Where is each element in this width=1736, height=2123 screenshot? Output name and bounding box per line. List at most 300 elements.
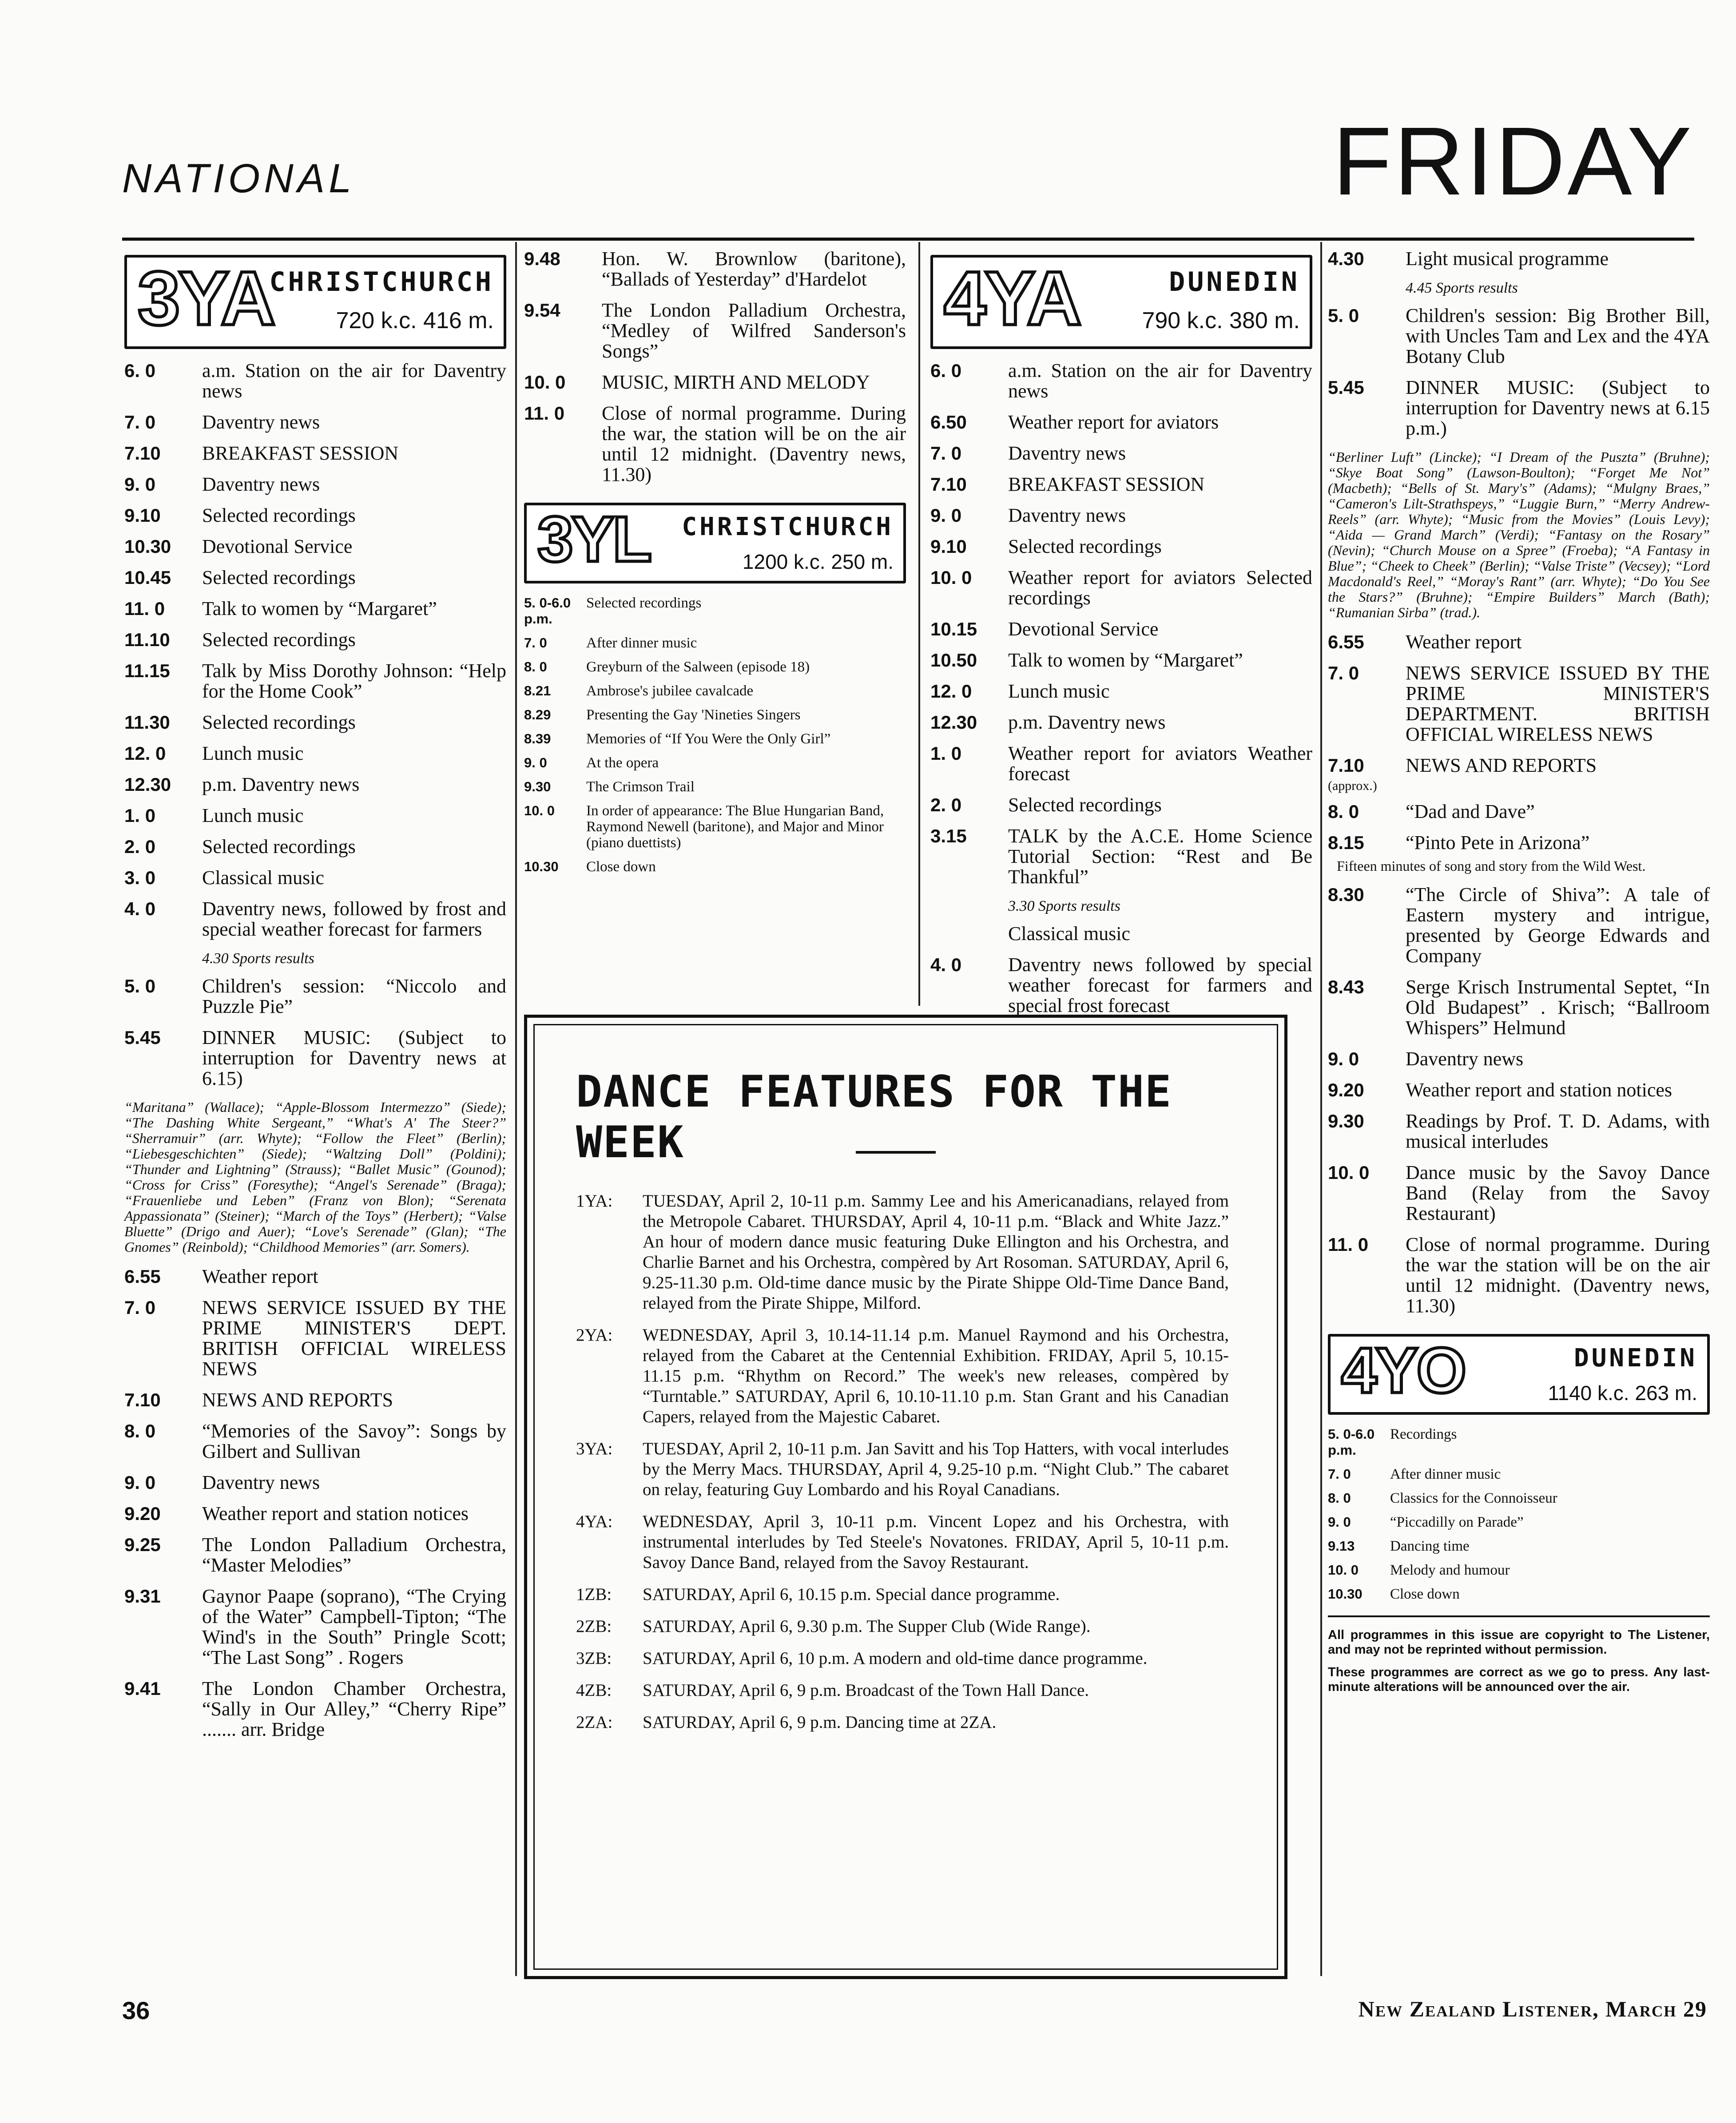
schedule-entry: Classical music [1008, 923, 1130, 944]
entry-description: In order of appearance: The Blue Hungarian Band, Raymond Newell (baritone), and Major and Minor (piano duettists) [586, 803, 884, 851]
column-4ya [930, 249, 1312, 1027]
entry-description: Daventry news [1406, 1048, 1524, 1070]
correction-notice: These programmes are correct as we go to press. Any last-minute alterations will be announced over the air. [1328, 1665, 1710, 1694]
entry-time: 12.30 [124, 774, 171, 795]
entry-time: 7. 0 [124, 412, 156, 433]
schedule-entry [124, 1535, 506, 1575]
entry-time: 10. 0 [524, 803, 555, 818]
dinner-music-list: “Berliner Luft” (Lincke); “I Dream of the Puszta” (Bruhne); “Skye Boat Song” (Lawson-Boulton); “Forget Me Not” (Macbeth); “Bells of St. Mary's” (Adams); “Mulgny Braes,” “Cameron's Lilt-Strathspeys,” “Luggie Burn,” “Merry Andrew-Reels” (arr. Whyte); “Music from the Movies” (Louis Levy); “Aida — Grand March” (Verdi); “Fantasy on the Rosary” (Nevin); “Church Mouse on a Spree” (Froeba); “A Fantasy in Blue”; “Cheek to Cheek” (Berlin); “Valse Triste” (Vecsey); “Lord Macdonald's Reel,” “Moray's Rant” (arr. Whyte); “Do You See the Stars?” (Bruhne); “Empire Builders” March (Bath); “Rumanian Sirba” (trad.). [1328, 449, 1710, 620]
entry-description: TALK by the A.C.E. Home Science Tutorial Section: “Rest and Be Thankful” [1008, 825, 1312, 888]
station-code: 3YA: [576, 1439, 613, 1458]
schedule-entry [930, 619, 1312, 639]
schedule-entry [124, 868, 506, 888]
entry-description: Daventry news [1008, 442, 1126, 464]
station-box-4yo [1328, 1334, 1710, 1415]
dance-features-list [576, 1191, 1229, 1744]
title-underline [856, 1151, 936, 1154]
entry-description: Weather report for aviators [1008, 411, 1219, 433]
entry-time: 7. 0 [524, 635, 547, 651]
entry-description: The London Palladium Orchestra, “Master Melodies” [202, 1534, 506, 1576]
entry-time: 7.10 [1328, 755, 1364, 776]
entry-description: MUSIC, MIRTH AND MELODY [602, 371, 870, 393]
column-4ya-continued [1328, 249, 1710, 1694]
entry-time: 6.55 [124, 1266, 161, 1287]
schedule-entry [524, 372, 906, 393]
sports-note: 4.30 Sports results [202, 950, 314, 967]
schedule-entry [124, 1028, 506, 1089]
entry-time: 3.15 [930, 825, 967, 846]
dance-feature-description: TUESDAY, April 2, 10-11 p.m. Sammy Lee and his Americanadians, relayed from the Metropole Cabaret. THURSDAY, April 4, 10-11 p.m. “Black and White Jazz.” An hour of modern dance music featuring Duke Ellington and his Orchestra, and Charlie Barnet and his Orchestra, compèred by Art Rosoman. SATURDAY, April 6, 9.25-11.30 p.m. Old-time dance music by the Pirate Shippe Old-Time Dance Band, relayed from the Pirate Shippe, Milford. [643, 1191, 1229, 1313]
entry-time: 10.30 [1328, 1586, 1363, 1602]
entry-time: 10.50 [930, 650, 977, 671]
schedule-entry [124, 1421, 506, 1462]
dinner-music-list: “Maritana” (Wallace); “Apple-Blossom Intermezzo” (Siede); “The Dashing White Sergeant,” “What's A' The Steer?” “Sherramuir” (arr. Whyte); “Follow the Fleet” (Berlin); “Liebesgeschichten” (Siede); “Waltzing Doll” (Poldini); “Thunder and Lightning” (Strauss); “Ballet Music” (Gounod); “Cross for Criss” (Foresythe); “Angel's Serenade” (Braga); “Frauenliebe und Leben” (Franz von Blon); “Serenata Appassionata” (Steiner); “March of the Toys” (Herbert); “Valse Bluette” (Drigo and Auer); “Love's Serenade” (Glan); “The Gnomes” (Reinbold); “Childhood Memories” (arr. Somers). [124, 1099, 506, 1255]
entry-description: NEWS SERVICE ISSUED BY THE PRIME MINISTER'S DEPARTMENT. BRITISH OFFICIAL WIRELESS NEWS [1406, 662, 1710, 745]
schedule-entry [124, 443, 506, 464]
masthead: New Zealand Listener, March 29 [1358, 1996, 1707, 2021]
schedule-entry [930, 474, 1312, 495]
schedule-entry [124, 1266, 506, 1287]
schedule-entry [124, 743, 506, 764]
station-city: CHRISTCHURCH [269, 266, 494, 298]
entry-description: After dinner music [586, 635, 697, 651]
schedule-entry [1328, 377, 1710, 439]
schedule-entry [1328, 802, 1710, 822]
entry-description: Lunch music [202, 805, 304, 826]
schedule-entry [124, 1390, 506, 1410]
schedule-entry [930, 567, 1312, 608]
schedule-entry [930, 743, 1312, 784]
schedule-entry [930, 681, 1312, 702]
entry-time: 7.10 [930, 474, 967, 495]
station-code: 1YA: [576, 1191, 613, 1210]
schedule-entry [930, 412, 1312, 433]
entry-description: Daventry news [202, 411, 320, 433]
entry-description: “Memories of the Savoy”: Songs by Gilbert and Sullivan [202, 1420, 506, 1462]
dance-feature-description: SATURDAY, April 6, 10 p.m. A modern and old-time dance programme. [643, 1649, 1148, 1668]
entry-time: 8.21 [524, 683, 551, 698]
entry-time: 8.30 [1328, 884, 1364, 905]
dance-feature-item [576, 1512, 1229, 1573]
dance-feature-item [576, 1680, 1229, 1701]
dance-feature-description: SATURDAY, April 6, 9 p.m. Broadcast of the Town Hall Dance. [643, 1681, 1089, 1700]
entry-description: Light musical programme [1406, 248, 1609, 270]
station-call-sign: 4YO [1341, 1334, 1465, 1406]
entry-time: 8.15 [1328, 832, 1364, 853]
schedule-entry [124, 1586, 506, 1668]
dance-feature-item [576, 1325, 1229, 1427]
entry-time: 1. 0 [124, 805, 156, 826]
schedule-entry [124, 712, 506, 733]
schedule-entry [1328, 977, 1710, 1038]
schedule-entry [524, 249, 906, 290]
entry-description: DINNER MUSIC: (Subject to interruption for Daventry news at 6.15 p.m.) [1406, 377, 1710, 439]
entry-description: Lunch music [1008, 680, 1110, 702]
dance-feature-description: WEDNESDAY, April 3, 10-11 p.m. Vincent Lopez and his Orchestra, with instrumental interludes by Ted Steele's Novatones. FRIDAY, April 5, 10-11 p.m. Savoy Dance Band, relayed from the Savoy Restaurant. [643, 1512, 1229, 1572]
section-heading: NATIONAL [122, 156, 356, 201]
entry-description: Devotional Service [202, 536, 353, 557]
entry-description: Recordings [1390, 1426, 1457, 1442]
entry-description: Selected recordings [202, 504, 356, 526]
station-box-4ya [930, 255, 1312, 349]
entry-time: 9.10 [930, 536, 967, 557]
entry-description: Selected recordings [202, 836, 356, 857]
sports-note: 4.45 Sports results [1406, 280, 1518, 296]
schedule-entry [124, 661, 506, 702]
entry-description: Selected recordings [1008, 536, 1162, 557]
column-3ya [124, 249, 506, 1750]
entry-description: Weather report for aviators Weather forecast [1008, 742, 1312, 785]
schedule-entry-small [524, 803, 906, 851]
station-call-sign: 3YA [138, 256, 274, 341]
entry-description: Weather report for aviators Selected recordings [1008, 567, 1312, 609]
entry-time: 4.30 [1328, 248, 1364, 269]
entry-description: The London Chamber Orchestra, “Sally in Our Alley,” “Cherry Ripe” ....... arr. Bridge [202, 1678, 506, 1740]
schedule-entry-small [1328, 1466, 1710, 1482]
dance-feature-description: TUESDAY, April 2, 10-11 p.m. Jan Savitt and his Top Hatters, with vocal interludes by the Merry Macs. THURSDAY, April 4, 9.25-10 p.m. “Night Club.” The cabaret on relay, featuring Guy Lombardo and his Royal Canadians. [643, 1439, 1229, 1499]
schedule-entry [930, 826, 1312, 887]
entry-time: 9.20 [1328, 1079, 1364, 1100]
entry-description: Talk to women by “Margaret” [202, 598, 437, 619]
entry-time: 8.29 [524, 707, 551, 722]
entry-description: p.m. Daventry news [1008, 711, 1166, 733]
entry-description: Daventry news followed by special weather forecast for farmers and special frost forecast [1008, 954, 1312, 1016]
entry-description: Dance music by the Savoy Dance Band (Relay from the Savoy Restaurant) [1406, 1162, 1710, 1224]
notice-rule [1328, 1615, 1710, 1617]
schedule-entry [124, 837, 506, 857]
schedule-entry-small [524, 659, 906, 675]
entry-description: Readings by Prof. T. D. Adams, with musical interludes [1406, 1110, 1710, 1152]
schedule-entry [1328, 249, 1710, 269]
entry-time: 2. 0 [124, 836, 156, 857]
schedule-entry [1328, 632, 1710, 652]
entry-description: DINNER MUSIC: (Subject to interruption for Daventry news at 6.15) [202, 1027, 506, 1089]
schedule-entry-small [1328, 1426, 1710, 1458]
copyright-notice: All programmes in this issue are copyright to The Listener, and may not be reprinted without permission. [1328, 1628, 1710, 1657]
entry-time: 9.30 [524, 779, 551, 794]
schedule-entry [124, 474, 506, 495]
entry-description: Close of normal programme. During the war the station will be on the air until 12 midnight. (Daventry news, 11.30) [1406, 1234, 1710, 1317]
entry-time: 10.15 [930, 619, 977, 639]
dance-feature-item [576, 1712, 1229, 1733]
entry-time: 9.41 [124, 1678, 161, 1699]
schedule-entry [124, 599, 506, 619]
schedule-entry [124, 1679, 506, 1740]
entry-time: 5. 0-6.0 p.m. [1328, 1426, 1375, 1458]
entry-time: 7. 0 [930, 443, 962, 464]
station-city: CHRISTCHURCH [682, 512, 894, 541]
schedule-entry [524, 403, 906, 485]
schedule-entry [1328, 663, 1710, 745]
entry-time: 4. 0 [124, 898, 156, 919]
entry-description: p.m. Daventry news [202, 774, 360, 795]
entry-time: 12. 0 [124, 743, 166, 764]
station-code: 3ZB: [576, 1649, 612, 1668]
entry-description: After dinner music [1390, 1466, 1501, 1482]
entry-description: “Pinto Pete in Arizona” [1406, 832, 1590, 853]
entry-time: 5. 0-6.0 p.m. [524, 595, 571, 627]
schedule-entry [1328, 1163, 1710, 1224]
entry-description: NEWS AND REPORTS [202, 1389, 393, 1411]
schedule-entry [1328, 1080, 1710, 1100]
schedule-entry-small [524, 683, 906, 699]
station-call-sign: 4YA [944, 256, 1080, 341]
schedule-entry [124, 361, 506, 401]
station-frequency: 790 k.c. 380 m. [1142, 308, 1300, 333]
schedule-entry [1328, 1049, 1710, 1069]
entry-time: 3. 0 [124, 867, 156, 888]
schedule-entry [124, 774, 506, 795]
schedule-entry [124, 412, 506, 433]
schedule-entry [124, 567, 506, 588]
entry-description: NEWS SERVICE ISSUED BY THE PRIME MINISTER'S DEPT. BRITISH OFFICIAL WIRELESS NEWS [202, 1297, 506, 1380]
entry-description: BREAKFAST SESSION [202, 442, 399, 464]
header-rule [122, 238, 1694, 241]
entry-time: 9. 0 [1328, 1048, 1359, 1069]
dance-feature-description: SATURDAY, April 6, 9.30 p.m. The Supper Club (Wide Range). [643, 1617, 1091, 1636]
entry-time: 5.45 [1328, 377, 1364, 398]
entry-time: 9.31 [124, 1586, 161, 1607]
entry-time: 10.30 [124, 536, 171, 557]
entry-description: Daventry news [1008, 504, 1126, 526]
schedule-entry [1328, 755, 1710, 776]
entry-time: 9.20 [124, 1503, 161, 1524]
schedule-entry [124, 1504, 506, 1524]
station-city: DUNEDIN [1169, 266, 1300, 298]
entry-time: 10. 0 [1328, 1162, 1370, 1183]
entry-time: 9. 0 [930, 505, 962, 526]
station-frequency: 1140 k.c. 263 m. [1548, 1381, 1697, 1405]
entry-description: Hon. W. Brownlow (baritone), “Ballads of Yesterday” d'Hardelot [602, 248, 906, 290]
schedule-entry [1328, 1111, 1710, 1152]
schedule-entry [1328, 1234, 1710, 1316]
schedule-entry-small [524, 859, 906, 875]
schedule-entry [930, 443, 1312, 464]
dance-feature-description: SATURDAY, April 6, 9 p.m. Dancing time at 2ZA. [643, 1713, 997, 1732]
schedule-entry-small [524, 731, 906, 747]
schedule-entry-small [524, 779, 906, 795]
schedule-entry [124, 806, 506, 826]
schedule-entry [930, 955, 1312, 1016]
entry-description: Children's session: “Niccolo and Puzzle Pie” [202, 975, 506, 1017]
schedule-entry [1328, 885, 1710, 966]
entry-time: 6. 0 [124, 360, 156, 381]
entry-time: 11. 0 [524, 403, 565, 424]
entry-description: Memories of “If You Were the Only Girl” [586, 731, 831, 747]
entry-description: Talk by Miss Dorothy Johnson: “Help for the Home Cook” [202, 660, 506, 702]
station-code: 1ZB: [576, 1585, 612, 1604]
entry-time: 10.30 [524, 859, 559, 874]
entry-description: Classics for the Connoisseur [1390, 1490, 1557, 1506]
station-code: 2ZA: [576, 1713, 613, 1732]
schedule-entry [124, 1472, 506, 1493]
entry-description: At the opera [586, 755, 659, 771]
schedule-entry [124, 1298, 506, 1379]
entry-time: 1. 0 [930, 743, 962, 764]
entry-time: 10. 0 [930, 567, 972, 588]
entry-time: 11.15 [124, 660, 170, 681]
entry-time: 6.50 [930, 412, 967, 433]
entry-time: 11.30 [124, 712, 170, 733]
entry-time: 9.25 [124, 1534, 161, 1555]
entry-description: Dancing time [1390, 1538, 1470, 1554]
entry-description: Weather report and station notices [202, 1503, 469, 1524]
entry-description: Selected recordings [202, 629, 356, 651]
entry-description: Selected recordings [202, 711, 356, 733]
dance-feature-description: WEDNESDAY, April 3, 10.14-11.14 p.m. Manuel Raymond and his Orchestra, relayed from the Cabaret at the Centennial Exhibition. FRIDAY, April 5, 10.15-11.15 p.m. “Rhythm on Record.” The week's new releases, compèred by “Turntable.” SATURDAY, April 6, 10.10-11.10 p.m. Stan Grant and his Canadian Capers, relayed from the Majestic Cabaret. [643, 1325, 1229, 1426]
station-code: 2ZB: [576, 1617, 612, 1636]
page-number: 36 [122, 1996, 150, 2024]
entry-time: 5.45 [124, 1027, 161, 1048]
entry-time: 8.39 [524, 731, 551, 746]
entry-time: 6. 0 [930, 360, 962, 381]
entry-time: 5. 0 [124, 976, 156, 996]
dance-feature-item [576, 1191, 1229, 1313]
schedule-entry [930, 361, 1312, 401]
entry-description: Daventry news, followed by frost and special weather forecast for farmers [202, 898, 506, 940]
dance-feature-item [576, 1584, 1229, 1605]
station-code: 4YA: [576, 1512, 613, 1531]
entry-description: NEWS AND REPORTS [1406, 754, 1597, 776]
entry-time: 11. 0 [124, 598, 165, 619]
entry-description: Gaynor Paape (soprano), “The Crying of the Water” Campbell-Tipton; “The Wind's in the South” Pringle Scott; “The Last Song” . Rogers [202, 1585, 506, 1668]
entry-description: a.m. Station on the air for Daventry news [1008, 360, 1312, 402]
entry-time: 6.55 [1328, 631, 1364, 652]
feature-description: Fifteen minutes of song and story from the Wild West. [1337, 858, 1646, 874]
entry-time: 8. 0 [524, 659, 547, 675]
station-frequency: 1200 k.c. 250 m. [742, 550, 894, 573]
entry-description: Classical music [202, 867, 324, 889]
schedule-entry [124, 505, 506, 526]
entry-description: Close down [1390, 1586, 1460, 1602]
entry-description: Melody and humour [1390, 1562, 1510, 1578]
station-city: DUNEDIN [1573, 1344, 1697, 1373]
entry-time: 7. 0 [1328, 663, 1359, 683]
entry-time: 9.10 [124, 505, 161, 526]
entry-time: 9. 0 [124, 474, 156, 495]
schedule-entry [930, 536, 1312, 557]
entry-description: Selected recordings [1008, 794, 1162, 816]
entry-time: 9.54 [524, 300, 560, 321]
entry-time: 11. 0 [1328, 1234, 1369, 1255]
entry-description: Ambrose's jubilee cavalcade [586, 683, 754, 699]
entry-description: Daventry news [202, 1472, 320, 1493]
entry-description: “The Circle of Shiva”: A tale of Eastern mystery and intrigue, presented by George Edwards and Company [1406, 884, 1710, 967]
schedule-entry [124, 536, 506, 557]
station-box-3ya [124, 255, 506, 349]
station-code: 2YA: [576, 1325, 613, 1345]
entry-description: Devotional Service [1008, 618, 1159, 640]
dance-feature-item [576, 1648, 1229, 1669]
schedule-entry-small [524, 755, 906, 771]
entry-time: 7. 0 [1328, 1466, 1351, 1482]
entry-time: 7.10 [124, 443, 161, 464]
schedule-entry [1328, 833, 1710, 853]
dance-feature-item [576, 1616, 1229, 1637]
column-divider [515, 242, 517, 1976]
schedule-entry [124, 899, 506, 940]
entry-description: Close down [586, 859, 656, 875]
entry-description: Talk to women by “Margaret” [1008, 649, 1243, 671]
entry-time: 8.43 [1328, 976, 1364, 997]
column-3ya-continued [524, 249, 906, 883]
schedule-entry [930, 712, 1312, 733]
station-call-sign: 3YL [537, 503, 650, 575]
entry-time: 9. 0 [1328, 1514, 1351, 1530]
entry-time: 11.10 [124, 629, 170, 650]
schedule-entry-small [524, 635, 906, 651]
dance-feature-item [576, 1439, 1229, 1500]
entry-time: 10. 0 [524, 372, 566, 393]
entry-description: “Piccadilly on Parade” [1390, 1514, 1524, 1530]
entry-time: 8. 0 [1328, 801, 1359, 822]
schedule-entry [930, 650, 1312, 671]
entry-description: Greyburn of the Salween (episode 18) [586, 659, 810, 675]
entry-time: 5. 0 [1328, 305, 1359, 326]
entry-description: Weather report and station notices [1406, 1079, 1672, 1101]
entry-time: 7. 0 [124, 1297, 156, 1318]
entry-description: Children's session: Big Brother Bill, with Uncles Tam and Lex and the 4YA Botany Club [1406, 305, 1710, 367]
entry-description: Selected recordings [586, 595, 702, 611]
entry-time: 10.45 [124, 567, 171, 588]
entry-time: 2. 0 [930, 794, 962, 815]
column-divider [1320, 242, 1322, 1976]
schedule-entry-small [1328, 1586, 1710, 1602]
dance-feature-description: SATURDAY, April 6, 10.15 p.m. Special dance programme. [643, 1585, 1060, 1604]
dance-features-box [524, 1015, 1287, 1979]
station-box-3yl [524, 503, 906, 583]
entry-description: Lunch music [202, 742, 304, 764]
entry-description: The Crimson Trail [586, 779, 695, 795]
schedule-entry-small [1328, 1562, 1710, 1578]
entry-description: Selected recordings [202, 567, 356, 588]
schedule-entry-small [524, 707, 906, 723]
schedule-entry-small [524, 595, 906, 627]
approx-note: (approx.) [1328, 778, 1377, 793]
entry-description: Close of normal programme. During the war, the station will be on the air until 12 midnight. (Daventry news, 11.30) [602, 402, 906, 485]
entry-description: Weather report [1406, 631, 1522, 653]
entry-time: 8. 0 [124, 1421, 156, 1441]
schedule-entry [124, 976, 506, 1017]
entry-time: 12.30 [930, 712, 977, 733]
station-code: 4ZB: [576, 1681, 612, 1700]
entry-time: 9.13 [1328, 1538, 1355, 1554]
entry-description: “Dad and Dave” [1406, 801, 1535, 822]
entry-description: Presenting the Gay 'Nineties Singers [586, 707, 801, 723]
dance-features-title: DANCE FEATURES FOR THE WEEK [576, 1067, 1172, 1168]
entry-description: a.m. Station on the air for Daventry news [202, 360, 506, 402]
day-heading: FRIDAY [1332, 107, 1694, 215]
entry-time: 9.48 [524, 248, 560, 269]
entry-time: 7.10 [124, 1389, 161, 1410]
schedule-entry [930, 505, 1312, 526]
entry-description: The London Palladium Orchestra, “Medley of Wilfred Sanderson's Songs” [602, 299, 906, 362]
entry-description: Serge Krisch Instrumental Septet, “In Old Budapest” . Krisch; “Ballroom Whispers” Helmund [1406, 976, 1710, 1039]
entry-time: 8. 0 [1328, 1490, 1351, 1506]
schedule-entry-small [1328, 1490, 1710, 1506]
entry-time: 4. 0 [930, 954, 962, 975]
entry-time: 10. 0 [1328, 1562, 1359, 1578]
entry-time: 9.30 [1328, 1111, 1364, 1131]
entry-time: 9. 0 [524, 755, 547, 770]
entry-time: 12. 0 [930, 681, 972, 702]
entry-description: BREAKFAST SESSION [1008, 473, 1205, 495]
entry-description: Weather report [202, 1266, 318, 1287]
entry-time: 9. 0 [124, 1472, 156, 1493]
schedule-entry [930, 795, 1312, 815]
column-divider [918, 242, 920, 1006]
sports-note: 3.30 Sports results [1008, 898, 1120, 914]
